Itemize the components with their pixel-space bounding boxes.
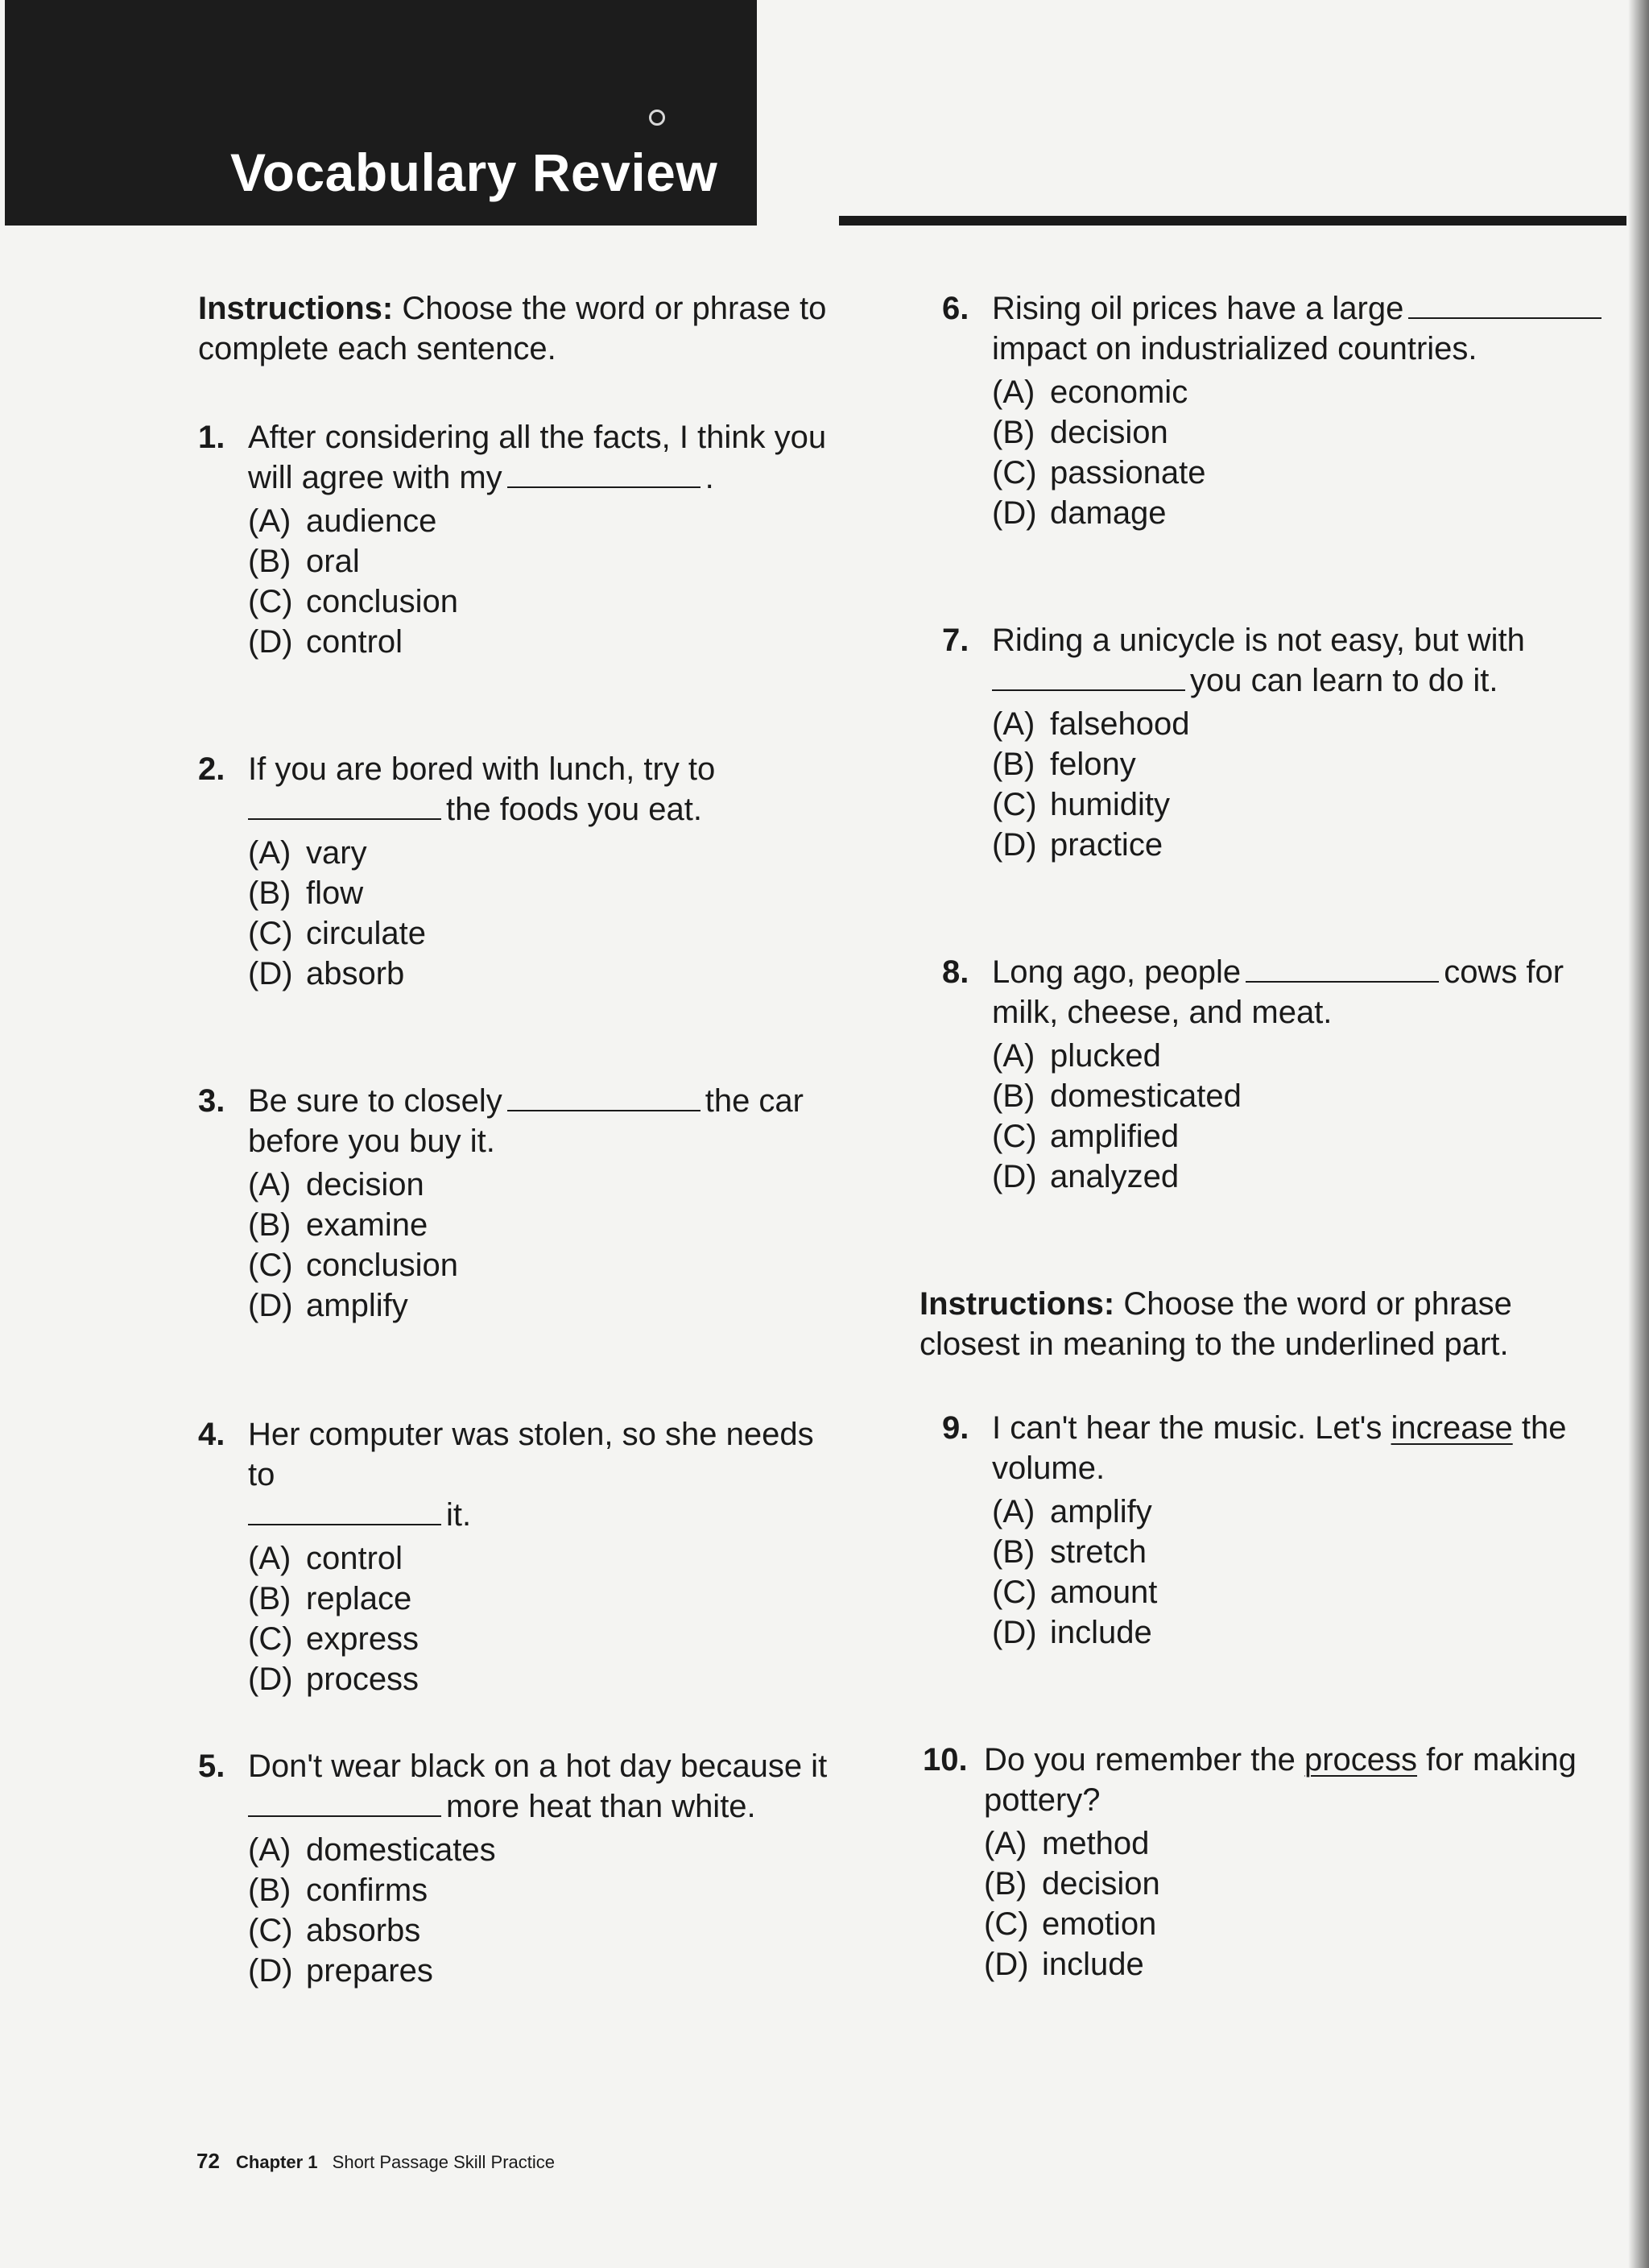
- option-d[interactable]: (D) absorb: [248, 956, 405, 991]
- option-c[interactable]: (C) emotion: [984, 1906, 1157, 1942]
- answer-blank: [507, 1082, 701, 1111]
- option-b[interactable]: (B) confirms: [248, 1873, 428, 1908]
- answer-blank: [248, 791, 441, 820]
- option-c[interactable]: (C) express: [248, 1621, 419, 1657]
- question-stem: 4. Her computer was stolen, so she needs to it.: [198, 1414, 834, 1535]
- question-8: [942, 952, 1622, 1197]
- page-number: 72: [196, 2149, 220, 2173]
- question-number: 9.: [942, 1410, 969, 1446]
- options-list: [942, 1492, 1622, 1653]
- option-a[interactable]: (A) domesticates: [248, 1832, 496, 1868]
- question-stem: 2. If you are bored with lunch, try to the foods you eat.: [198, 749, 715, 830]
- option-c[interactable]: (C) passionate: [992, 455, 1206, 490]
- option-d[interactable]: (D) amplify: [248, 1288, 408, 1323]
- section-label: Short Passage Skill Practice: [332, 2152, 555, 2172]
- question-stem: 5. Don't wear black on a hot day because it more heat than white.: [198, 1746, 827, 1827]
- question-stem: 10. Do you remember the process for making pottery?: [923, 1740, 1622, 1820]
- option-d[interactable]: (D) analyzed: [992, 1159, 1180, 1194]
- question-stem: 9. I can't hear the music. Let's increase the volume.: [942, 1408, 1622, 1488]
- option-d[interactable]: (D) prepares: [248, 1953, 433, 1989]
- instructions-text: Choose the word or phrase closest in meaning to the underlined part.: [920, 1286, 1512, 1362]
- answer-blank: [248, 1788, 441, 1817]
- option-d[interactable]: (D) damage: [992, 495, 1167, 531]
- question-number: 6.: [942, 291, 969, 326]
- option-c[interactable]: (C) amount: [992, 1575, 1158, 1610]
- option-a[interactable]: (A) method: [984, 1826, 1150, 1861]
- options-list: [198, 501, 834, 662]
- option-a[interactable]: (A) plucked: [992, 1038, 1161, 1074]
- answer-blank: [248, 1496, 441, 1525]
- option-a[interactable]: (A) decision: [248, 1167, 424, 1202]
- option-d[interactable]: (D) control: [248, 624, 403, 660]
- options-list: [198, 1538, 834, 1699]
- options-list: [942, 372, 1606, 533]
- option-c[interactable]: (C) absorbs: [248, 1913, 421, 1948]
- instructions-2: [920, 1284, 1612, 1364]
- question-9: [942, 1408, 1622, 1653]
- question-number: 1.: [198, 420, 225, 455]
- question-7: [942, 620, 1525, 865]
- options-list: [942, 704, 1525, 865]
- question-stem: 3. Be sure to closely the car before you buy it.: [198, 1081, 834, 1161]
- instructions-text: Choose the word or phrase to complete each sentence.: [198, 291, 827, 366]
- option-c[interactable]: (C) circulate: [248, 916, 426, 951]
- page-footer: [196, 2149, 555, 2174]
- option-b[interactable]: (B) felony: [992, 747, 1136, 782]
- answer-blank: [1246, 954, 1439, 983]
- question-number: 8.: [942, 954, 969, 990]
- title-block: [5, 0, 757, 226]
- options-list: [198, 833, 715, 994]
- option-b[interactable]: (B) decision: [984, 1866, 1160, 1902]
- option-c[interactable]: (C) amplified: [992, 1119, 1180, 1154]
- option-b[interactable]: (B) domesticated: [992, 1078, 1242, 1114]
- instructions-label: Instructions:: [920, 1286, 1115, 1322]
- question-number: 2.: [198, 751, 225, 787]
- binding-shadow: [1628, 0, 1649, 2268]
- answer-blank: [992, 662, 1185, 691]
- option-d[interactable]: (D) include: [992, 1615, 1152, 1650]
- options-list: [198, 1830, 827, 1991]
- question-3: [198, 1081, 834, 1326]
- instructions-label: Instructions:: [198, 291, 394, 326]
- option-d[interactable]: (D) include: [984, 1947, 1144, 1982]
- option-d[interactable]: (D) process: [248, 1662, 419, 1697]
- underlined-word: increase: [1391, 1410, 1513, 1446]
- chapter-label: Chapter 1: [236, 2152, 318, 2172]
- options-list: [198, 1165, 834, 1326]
- option-c[interactable]: (C) humidity: [992, 787, 1170, 822]
- option-b[interactable]: (B) stretch: [992, 1534, 1147, 1570]
- option-a[interactable]: (A) control: [248, 1541, 403, 1576]
- option-d[interactable]: (D) practice: [992, 827, 1163, 863]
- option-a[interactable]: (A) audience: [248, 503, 437, 539]
- question-1: [198, 417, 834, 662]
- instructions-1: [198, 288, 834, 369]
- question-number: 3.: [198, 1083, 225, 1119]
- question-stem: 8. Long ago, people cows for milk, cheese, and meat.: [942, 952, 1622, 1033]
- question-6: [942, 288, 1606, 533]
- question-stem: 1. After considering all the facts, I think you will agree with my .: [198, 417, 834, 498]
- option-a[interactable]: (A) economic: [992, 375, 1188, 410]
- question-number: 4.: [198, 1417, 225, 1452]
- option-a[interactable]: (A) vary: [248, 835, 367, 871]
- question-4: [198, 1414, 834, 1699]
- question-2: [198, 749, 715, 994]
- question-number: 7.: [942, 623, 969, 658]
- answer-blank: [507, 459, 701, 488]
- question-10: [923, 1740, 1622, 1984]
- question-number: 5.: [198, 1749, 225, 1784]
- question-number: 10.: [923, 1742, 968, 1778]
- ring-icon: [649, 110, 665, 126]
- option-b[interactable]: (B) replace: [248, 1581, 412, 1616]
- options-list: [942, 1036, 1622, 1197]
- option-b[interactable]: (B) examine: [248, 1207, 428, 1243]
- page-title: Vocabulary Review: [230, 143, 718, 202]
- option-b[interactable]: (B) decision: [992, 415, 1168, 450]
- answer-blank: [1408, 290, 1601, 319]
- option-a[interactable]: (A) falsehood: [992, 706, 1190, 742]
- option-c[interactable]: (C) conclusion: [248, 584, 459, 619]
- option-b[interactable]: (B) oral: [248, 544, 360, 579]
- option-c[interactable]: (C) conclusion: [248, 1248, 459, 1283]
- option-b[interactable]: (B) flow: [248, 875, 364, 911]
- question-stem: 7. Riding a unicycle is not easy, but with you can learn to do it.: [942, 620, 1525, 701]
- header-rule: [839, 216, 1626, 226]
- question-stem: 6. Rising oil prices have a large impact on industrialized countries.: [942, 288, 1606, 369]
- underlined-word: process: [1304, 1742, 1418, 1778]
- option-a[interactable]: (A) amplify: [992, 1494, 1152, 1529]
- options-list: [923, 1823, 1622, 1984]
- question-5: [198, 1746, 827, 1991]
